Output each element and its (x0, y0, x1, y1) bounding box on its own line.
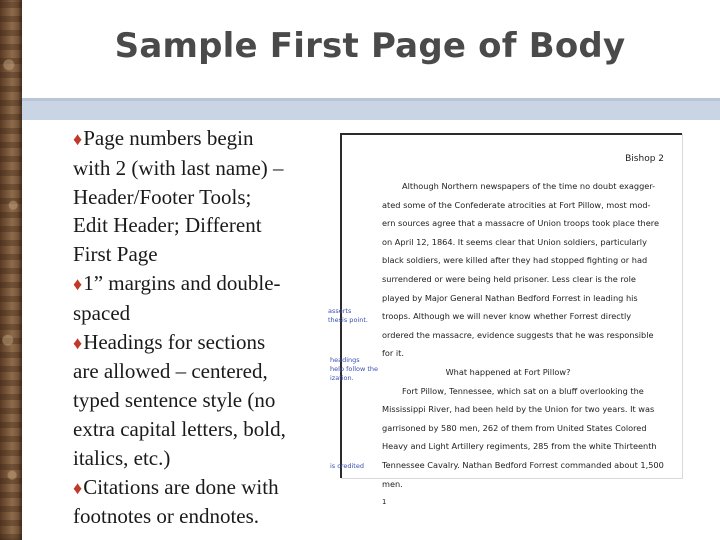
bullet-text-line (73, 183, 323, 212)
margin-note-line: thesis point. (328, 316, 368, 324)
margin-note-headings (330, 356, 378, 383)
bullet-text: with 2 (with last name) – (73, 155, 284, 180)
margin-note-line: is credited (330, 462, 364, 470)
margin-note-line: help follow the (330, 365, 379, 373)
margin-note-thesis (328, 307, 368, 325)
margin-note-line: headings (330, 356, 360, 364)
sample-text-line: men. (382, 478, 403, 489)
sample-text-line: surrendered or were being held prisoner. Less clear is the role (382, 273, 636, 284)
slide-title: Sample First Page of Body (114, 26, 626, 66)
sample-text-line: Although Northern newspapers of the time no doubt exagger- (402, 181, 656, 191)
bullet-text: First Page (73, 242, 158, 267)
bullet-text: Header/Footer Tools; (73, 184, 252, 209)
footnote-marker: 1 (382, 498, 387, 507)
sample-page-image (340, 133, 682, 507)
bullet-text-line (73, 473, 323, 503)
diamond-bullet-icon: ♦ (73, 477, 83, 498)
decorative-left-border (0, 0, 22, 540)
bullet-text-line (73, 269, 323, 299)
bullet-text-line (73, 299, 323, 328)
bullet-text-line (73, 502, 323, 531)
bullet-text-line (73, 444, 323, 473)
sample-text-line: ern sources agree that a massacre of Union troops took place there (382, 218, 659, 229)
bullet-text: footnotes or endnotes. (73, 504, 260, 529)
sample-text-line: garrisoned by 580 men, 262 of them from United States Colored (382, 422, 647, 433)
sample-text-line: Mississippi River, had been held by the Union for two years. It was (382, 404, 655, 415)
sample-text-line: Heavy and Light Artillery regiments, 285 from the white Thirteenth (382, 441, 657, 452)
bullet-text-line (73, 415, 323, 444)
bullet-text: spaced (73, 300, 131, 325)
margin-note-line: ization. (330, 374, 354, 382)
sample-text-line: troops. Although we will never know whether Forrest directly (382, 311, 632, 322)
bullet-text-line (73, 240, 323, 269)
bullet-text: 1” margins and double- (83, 270, 281, 295)
bullet-text: typed sentence style (no (73, 388, 276, 413)
title-divider-bar (22, 98, 720, 120)
sample-text-line: on April 12, 1864. It seems clear that Union soldiers, particularly (382, 236, 647, 247)
sample-text-line: Fort Pillow, Tennessee, which sat on a bluff overlooking the (402, 385, 644, 396)
bullet-text: italics, etc.) (73, 445, 171, 470)
bullet-text: Headings for sections (83, 329, 266, 354)
sample-body-text (382, 177, 664, 514)
sample-text-line: played by Major General Nathan Bedford Forrest in leading his (382, 292, 638, 303)
sample-text-line: black soldiers, were killed after they had stopped fighting or had (382, 255, 648, 266)
bullet-text-line (73, 328, 323, 358)
bullet-text: Citations are done with (83, 474, 279, 499)
sample-text-line: Tennessee Cavalry. Nathan Bedford Forrest commanded about 1,500 (382, 459, 664, 470)
margin-note-credited (330, 462, 364, 471)
diamond-bullet-icon: ♦ (73, 129, 83, 149)
margin-note-line: asserts (328, 307, 352, 315)
bullet-text: Edit Header; Different (73, 213, 262, 238)
bullet-text: Page numbers begin (83, 126, 254, 150)
diamond-bullet-icon: ♦ (73, 332, 83, 353)
bullet-text-line (73, 386, 323, 415)
bullet-text-line (73, 124, 323, 154)
sample-running-header: Bishop 2 (625, 154, 664, 164)
sample-section-heading: What happened at Fort Pillow? (445, 366, 571, 377)
bullet-text: are allowed – centered, (73, 359, 268, 384)
bullet-text-line (73, 154, 323, 183)
sample-text-line: for it. (382, 348, 404, 359)
bullet-text: extra capital letters, bold, (73, 416, 286, 441)
bullet-text-line (73, 357, 323, 386)
bullet-list (73, 124, 323, 531)
sample-text-line: ordered the massacre, evidence suggests that he was responsible (382, 329, 654, 340)
sample-text-line: ated some of the Confederate atrocities at Fort Pillow, most mod- (382, 199, 651, 210)
diamond-bullet-icon: ♦ (73, 273, 83, 294)
bullet-text-line (73, 211, 323, 240)
